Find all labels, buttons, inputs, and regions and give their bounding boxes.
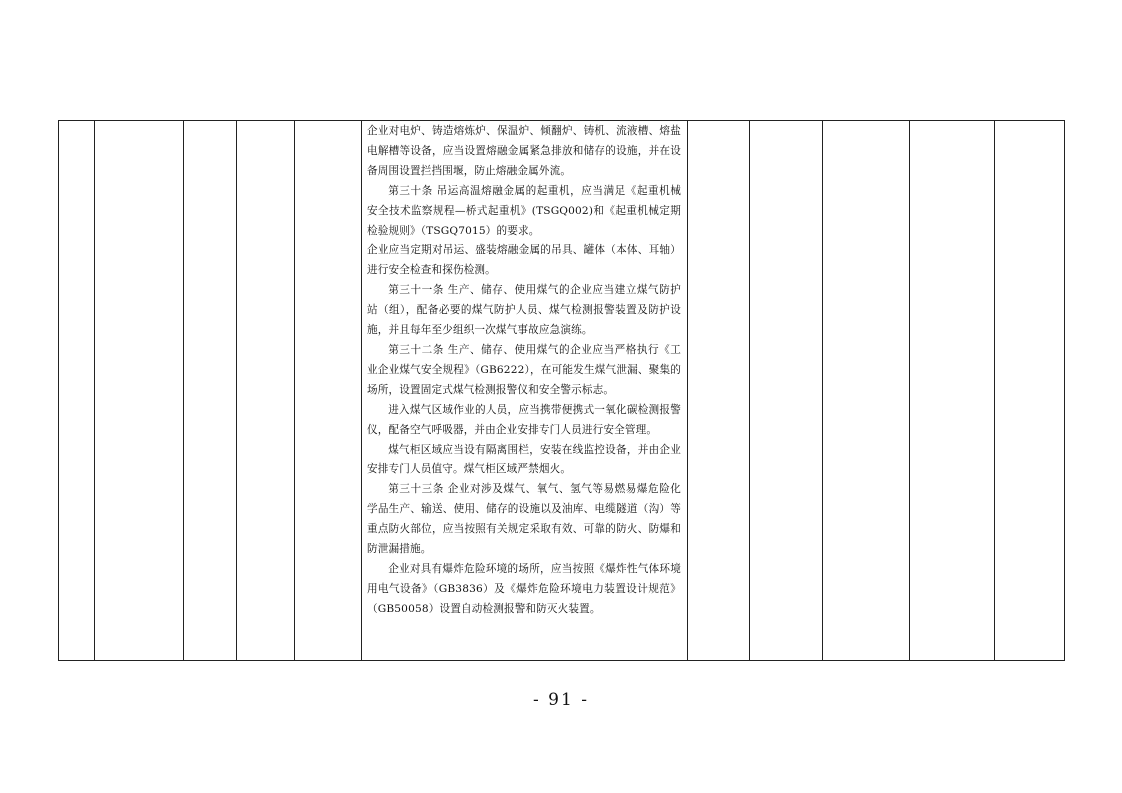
paragraph: 企业对电炉、铸造熔炼炉、保温炉、倾翻炉、铸机、流液槽、熔盐电解槽等设备，应当设置熔融金属紧急排放和储存的设施，并在设备周围设置拦挡围堰，防止熔融金属外流。 (367, 125, 681, 177)
paragraph: 第三十条 吊运高温熔融金属的起重机，应当满足《起重机械安全技术监察规程—桥式起重机》(TSGQ002)和《起重机械定期检验规则》（TSGQ7015）的要求。 (367, 184, 681, 237)
paragraph: 煤气柜区域应当设有隔离围栏，安装在线监控设备，并由企业安排专门人员值守。煤气柜区域严禁烟火。 (367, 443, 681, 476)
paragraph: 第三十三条 企业对涉及煤气、氧气、氢气等易燃易爆危险化学品生产、输送、使用、储存的设施以及油库、电缆隧道（沟）等重点防火部位，应当按照有关规定采取有效、可靠的防火、防爆和防泄漏措施。 (367, 483, 681, 556)
empty-cell-5 (295, 121, 362, 661)
empty-cell-8 (750, 121, 823, 661)
paragraph: 第三十一条 生产、储存、使用煤气的企业应当建立煤气防护站（组），配备必要的煤气防护人员、煤气检测报警装置及防护设施，并且每年至少组织一次煤气事故应急演练。 (367, 284, 681, 337)
empty-cell-7 (688, 121, 750, 661)
empty-cell-10 (910, 121, 995, 661)
empty-cell-2 (95, 121, 184, 661)
empty-cell-4 (237, 121, 295, 661)
empty-cell-1 (59, 121, 95, 661)
table-row (59, 121, 1065, 661)
paragraph: 企业应当定期对吊运、盛装熔融金属的吊具、罐体（本体、耳轴）进行安全检查和探伤检测。 (367, 244, 681, 277)
page-number: - 91 - (533, 690, 589, 710)
paragraph: 第三十二条 生产、储存、使用煤气的企业应当严格执行《工业企业煤气安全规程》（GB6222），在可能发生煤气泄漏、聚集的场所，设置固定式煤气检测报警仪和安全警示标志。 (367, 343, 681, 396)
regulation-table (58, 120, 1065, 661)
regulation-text-cell (362, 121, 688, 661)
paragraph: 企业对具有爆炸危险环境的场所，应当按照《爆炸性气体环境用电气设备》（GB3836）及《爆炸危险环境电力装置设计规范》（GB50058）设置自动检测报警和防灭火装置。 (367, 562, 681, 615)
empty-cell-9 (823, 121, 910, 661)
empty-cell-3 (184, 121, 237, 661)
empty-cell-11 (995, 121, 1065, 661)
paragraph: 进入煤气区域作业的人员，应当携带便携式一氧化碳检测报警仪，配备空气呼吸器，并由企业安排专门人员进行安全管理。 (367, 403, 681, 436)
